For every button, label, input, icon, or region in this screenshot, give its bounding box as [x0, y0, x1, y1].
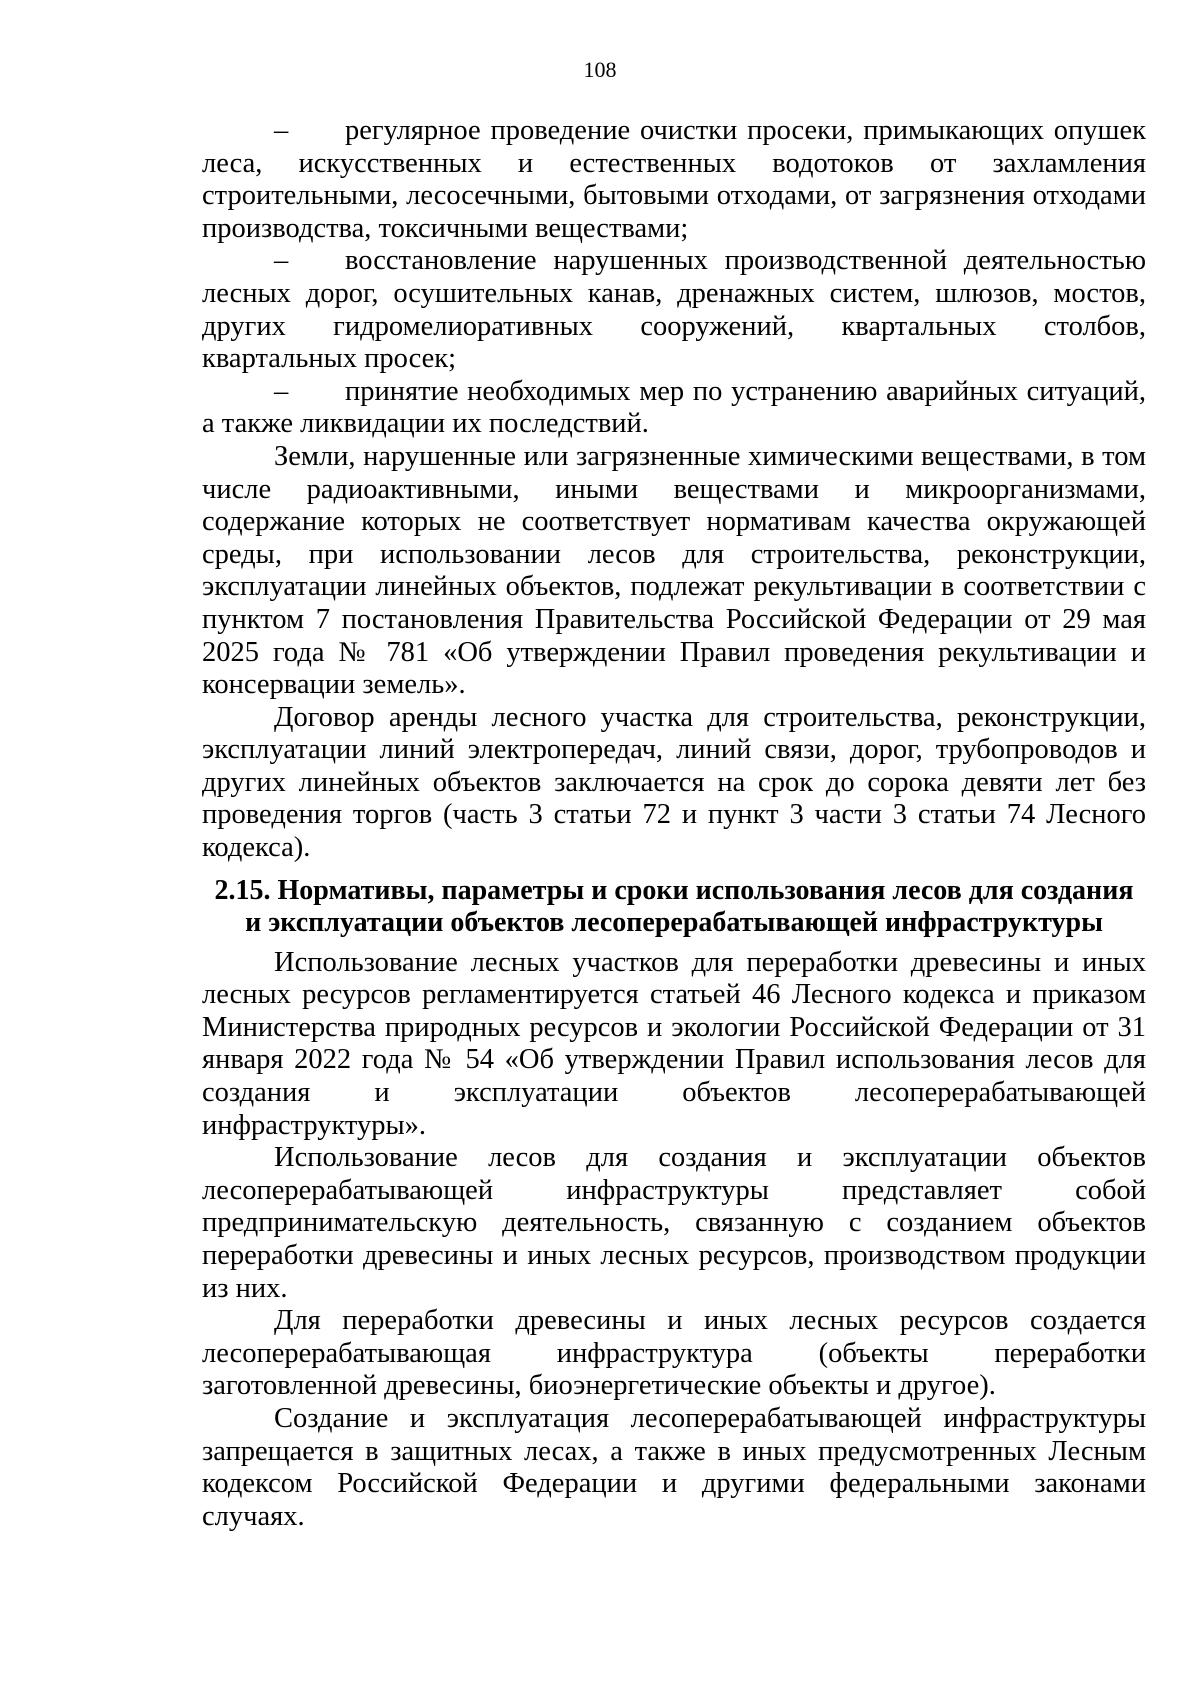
paragraph: Для переработки древесины и иных лесных ресурсов создается лесоперерабатывающая инфраструктура (объекты переработки заготовленной древесины, биоэнергетические объекты и другое). [202, 1305, 1146, 1402]
list-dash: – [274, 115, 289, 146]
list-item [202, 115, 1146, 245]
paragraph: Использование лесов для создания и эксплуатации объектов лесоперерабатывающей инфраструктуры представляет собой предпринимательскую деятельность, связанную с созданием объектов переработки древесины и иных лесных ресурсов, производством продукции из них. [202, 1142, 1146, 1304]
list-item-text: восстановление нарушенных производственной деятельностью лесных дорог, осушительных канав, дренажных систем, шлюзов, мостов, других гидромелиоративных сооружений, квартальных столбов, квартальных просек; [202, 245, 1146, 375]
section-heading-line: и эксплуатации объектов лесоперерабатывающей инфраструктуры [245, 906, 1103, 938]
list-item-text: регулярное проведение очистки просеки, примыкающих опушек леса, искусственных и естественных водотоков от захламления строительными, лесосечными, бытовыми отходами, от загрязнения отходами производства, токсичными веществами; [202, 115, 1146, 244]
section-heading [202, 875, 1146, 939]
paragraph: Создание и эксплуатация лесоперерабатывающей инфраструктуры запрещается в защитных лесах, а также в иных предусмотренных Лесным кодексом Российской Федерации и другими федеральными законами случаях. [202, 1402, 1146, 1532]
section-heading-line: 2.15. Нормативы, параметры и сроки использования лесов для создания [214, 874, 1134, 906]
list-dash: – [274, 375, 289, 407]
paragraph: Земли, нарушенные или загрязненные химическими веществами, в том числе радиоактивными, иными веществами и микроорганизмами, содержание которых не соответствует нормативам качества окружающей среды, при использовании лесов для строительства, реконструкции, эксплуатации линейных объектов, подлежат рекультивации в соответствии с пунктом 7 постановления Правительства Российской Федерации от 29 мая 2025 года № 781 «Об утверждении Правил проведения рекультивации и консервации земель». [202, 440, 1146, 701]
list-item [202, 376, 1146, 441]
list-dash: – [274, 245, 289, 277]
list-item-text: принятие необходимых мер по устранению аварийных ситуаций, а также ликвидации их последствий. [202, 375, 1146, 440]
page-number: 108 [583, 57, 617, 82]
paragraph: Использование лесных участков для переработки древесины и иных лесных ресурсов регламентируется статьей 46 Лесного кодекса и приказом Министерства природных ресурсов и экологии Российской Федерации от 31 января 2022 года № 54 «Об утверждении Правил использования лесов для создания и эксплуатации объектов лесоперерабатывающей инфраструктуры». [202, 946, 1146, 1141]
document-body [202, 115, 1146, 1533]
paragraph: Договор аренды лесного участка для строительства, реконструкции, эксплуатации линий электропередач, линий связи, дорог, трубопроводов и других линейных объектов заключается на срок до сорока девяти лет без проведения торгов (часть 3 статьи 72 и пункт 3 части 3 статьи 74 Лесного кодекса). [202, 701, 1146, 864]
list-item [202, 245, 1146, 375]
